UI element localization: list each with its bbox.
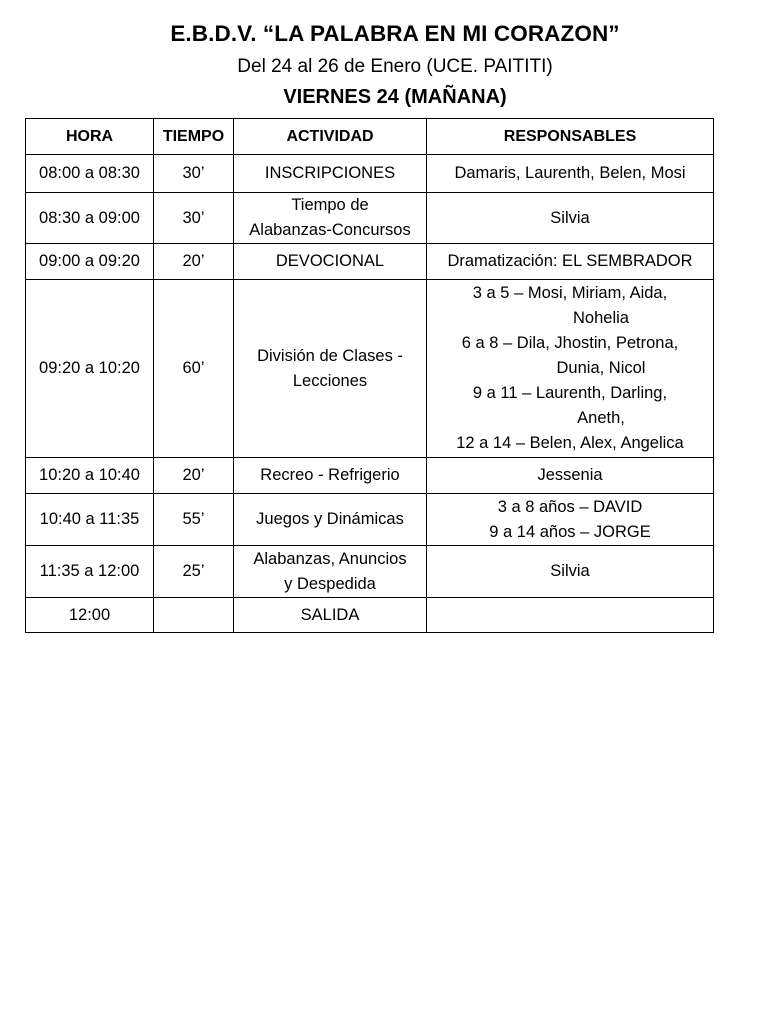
column-header-responsables: RESPONSABLES [427,119,714,155]
cell-hora: 11:35 a 12:00 [26,546,154,598]
cell-responsables [427,244,714,280]
responsables-line: Dunia, Nicol [556,359,646,377]
actividad-line: SALIDA [300,605,360,624]
cell-actividad [234,244,427,280]
document-title: E.B.D.V. “LA PALABRA EN MI CORAZON” [170,21,620,46]
responsables-line: 3 a 5 – Mosi, Miriam, Aida, [472,284,668,302]
cell-responsables [427,458,714,494]
cell-actividad [234,193,427,244]
column-header-tiempo: TIEMPO [154,119,234,155]
table-row [26,244,714,280]
cell-hora: 08:30 a 09:00 [26,193,154,244]
responsables-line: Damaris, Laurenth, Belen, Mosi [454,164,686,182]
responsables-line: Nohelia [573,309,629,327]
actividad-line: Tiempo de [291,196,369,214]
responsables-line: 6 a 8 – Dila, Jhostin, Petrona, [461,334,679,352]
cell-tiempo: 25’ [154,546,234,598]
cell-hora: 12:00 [26,598,154,633]
cell-responsables [427,494,714,546]
cell-hora: 09:20 a 10:20 [26,280,154,458]
responsables-line: Aneth, [577,409,625,427]
actividad-line: Juegos y Dinámicas [256,510,404,528]
cell-actividad [234,280,427,458]
table-row [26,494,714,546]
cell-tiempo: 20’ [154,244,234,280]
actividad-line: y Despedida [284,574,376,593]
responsables-line: 3 a 8 años – DAVID [497,497,643,516]
cell-tiempo: 55’ [154,494,234,546]
cell-tiempo: 30’ [154,193,234,244]
cell-actividad [234,155,427,193]
column-header-actividad: ACTIVIDAD [234,119,427,155]
table-row [26,546,714,598]
responsables-line: 9 a 14 años – JORGE [489,522,651,541]
responsables-line: Silvia [550,208,590,227]
schedule-table [25,118,714,633]
table-row [26,193,714,244]
table-row [26,155,714,193]
responsables-line: Dramatización: EL SEMBRADOR [447,252,693,270]
actividad-line: Alabanzas, Anuncios [253,549,407,568]
cell-actividad [234,546,427,598]
actividad-line: Alabanzas-Concursos [249,221,411,239]
cell-responsables [427,155,714,193]
cell-tiempo: 30’ [154,155,234,193]
day-heading: VIERNES 24 (MAÑANA) [283,86,507,108]
table-row [26,458,714,494]
responsables-line: Jessenia [537,466,603,484]
responsables-line: 12 a 14 – Belen, Alex, Angelica [456,434,684,452]
responsables-line: 9 a 11 – Laurenth, Darling, [472,384,668,402]
actividad-line: DEVOCIONAL [275,252,385,270]
cell-tiempo [154,598,234,633]
cell-actividad [234,494,427,546]
cell-actividad [234,458,427,494]
cell-hora: 08:00 a 08:30 [26,155,154,193]
table-row [26,598,714,633]
actividad-line: Recreo - Refrigerio [260,466,400,484]
cell-actividad [234,598,427,633]
column-header-hora: HORA [26,119,154,155]
cell-responsables [427,280,714,458]
responsables-line: Silvia [550,562,590,580]
actividad-line: Lecciones [292,371,368,390]
actividad-line: División de Clases - [257,346,403,365]
table-row [26,280,714,458]
actividad-line: INSCRIPCIONES [264,164,396,182]
cell-responsables [427,193,714,244]
cell-responsables [427,546,714,598]
document-subtitle: Del 24 al 26 de Enero (UCE. PAITITI) [237,56,553,77]
cell-tiempo: 60’ [154,280,234,458]
table-header-row [26,119,714,155]
cell-hora: 10:20 a 10:40 [26,458,154,494]
cell-hora: 09:00 a 09:20 [26,244,154,280]
cell-hora: 10:40 a 11:35 [26,494,154,546]
cell-responsables [427,598,714,633]
cell-tiempo: 20’ [154,458,234,494]
